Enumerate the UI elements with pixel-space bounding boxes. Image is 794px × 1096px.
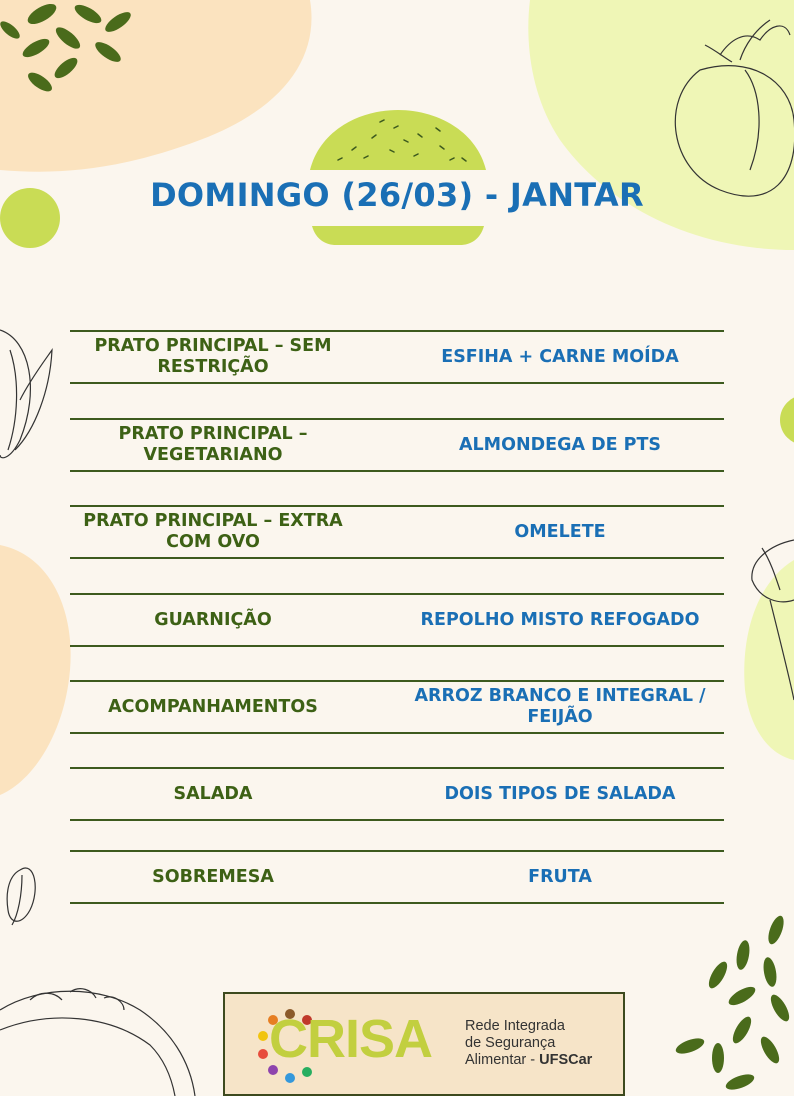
menu-value: ESFIHA + CARNE MOÍDA — [441, 346, 679, 367]
menu-value: FRUTA — [528, 866, 592, 887]
page-title: DOMINGO (26/03) - JANTAR — [150, 176, 644, 214]
menu-value: ALMONDEGA DE PTS — [458, 434, 662, 455]
menu-label: SALADA — [173, 783, 253, 804]
menu-label: PRATO PRINCIPAL – VEGETARIANO — [118, 424, 308, 465]
menu-value: ARROZ BRANCO E INTEGRAL / FEIJÃO — [414, 686, 706, 727]
menu-row-salad — [70, 767, 724, 821]
menu-row-main-egg — [70, 505, 724, 559]
menu-label: PRATO PRINCIPAL – SEM RESTRIÇÃO — [94, 336, 332, 377]
menu-row-side — [70, 593, 724, 647]
menu-label: PRATO PRINCIPAL – EXTRA COM OVO — [83, 511, 343, 552]
logo-tagline — [465, 1018, 592, 1069]
menu-row-accompaniments — [70, 680, 724, 734]
logo-line-prefix: Alimentar - — [465, 1052, 540, 1068]
menu-value: REPOLHO MISTO REFOGADO — [420, 609, 700, 630]
logo-name: CRISA — [269, 1009, 433, 1069]
menu-label: SOBREMESA — [152, 866, 274, 887]
menu-value: OMELETE — [514, 521, 606, 542]
menu-row-dessert — [70, 850, 724, 904]
menu-value: DOIS TIPOS DE SALADA — [444, 783, 676, 804]
logo-line: de Segurança — [465, 1035, 556, 1051]
logo-line — [465, 1052, 592, 1069]
menu-row-main-unrestricted — [70, 330, 724, 384]
menu-label: ACOMPANHAMENTOS — [108, 696, 318, 717]
crisa-logo — [223, 992, 625, 1096]
logo-line: Rede Integrada — [465, 1018, 565, 1034]
logo-org: UFSCar — [539, 1052, 593, 1068]
menu-label: GUARNIÇÃO — [154, 609, 272, 630]
menu-row-main-vegetarian — [70, 418, 724, 472]
